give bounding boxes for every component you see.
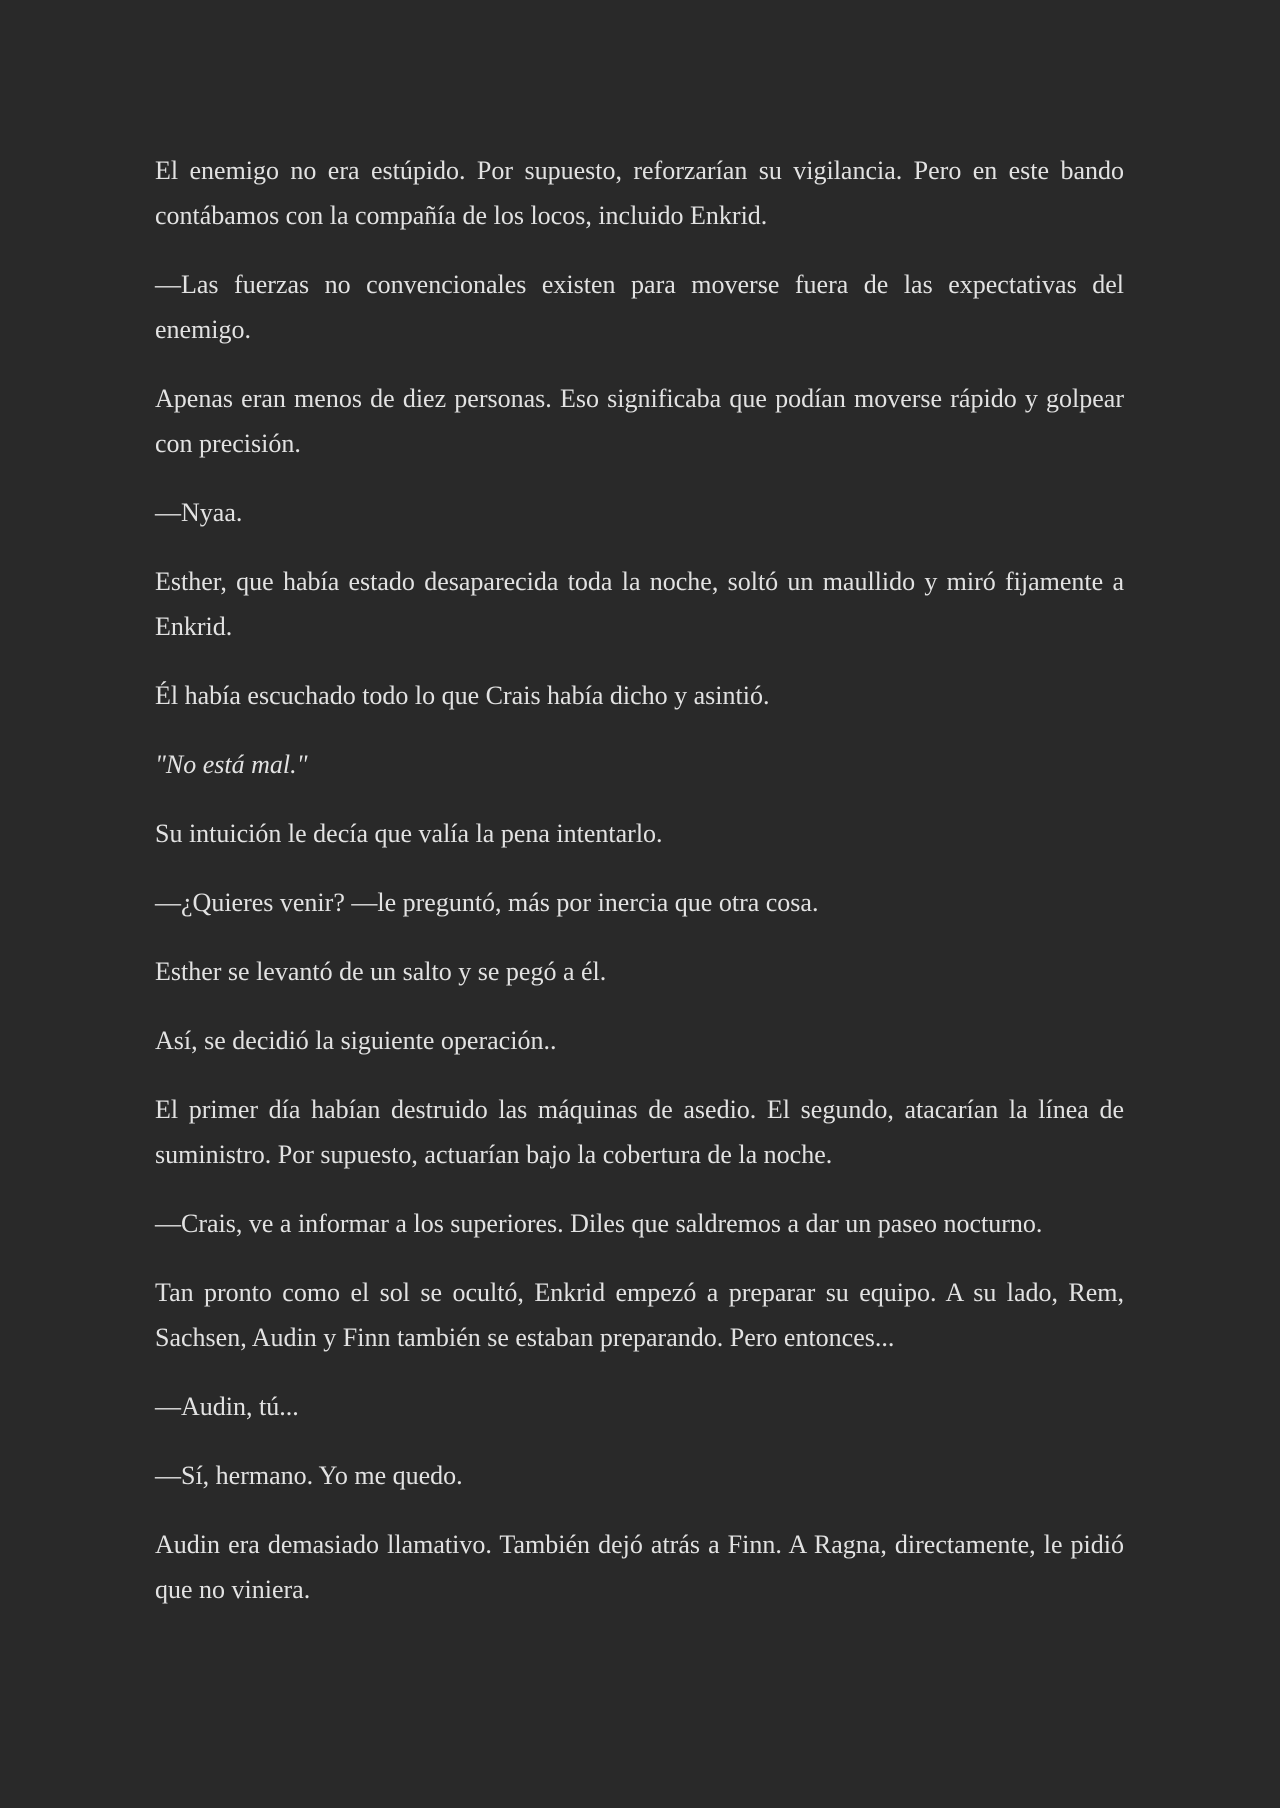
paragraph: Esther se levantó de un salto y se pegó a él. <box>155 957 607 986</box>
paragraph: Tan pronto como el sol se ocultó, Enkrid empezó a preparar su equipo. A su lado, Rem, Sachsen, Audin y Finn también se estaban preparando. Pero entonces... <box>155 1278 1124 1352</box>
paragraph: Audin era demasiado llamativo. También dejó atrás a Finn. A Ragna, directamente, le pidió que no viniera. <box>155 1530 1124 1604</box>
paragraph: Su intuición le decía que valía la pena intentarlo. <box>155 819 663 848</box>
paragraph: —Crais, ve a informar a los superiores. Diles que saldremos a dar un paseo nocturno. <box>155 1209 1043 1238</box>
paragraph: Así, se decidió la siguiente operación.. <box>155 1026 557 1055</box>
paragraph: —¿Quieres venir? —le preguntó, más por inercia que otra cosa. <box>155 888 819 917</box>
paragraph: Él había escuchado todo lo que Crais había dicho y asintió. <box>155 681 770 710</box>
paragraph: —Nyaa. <box>155 498 243 527</box>
paragraph: El enemigo no era estúpido. Por supuesto, reforzarían su vigilancia. Pero en este bando contábamos con la compañía de los locos, incluido Enkrid. <box>155 156 1124 230</box>
chapter-text <box>155 148 1124 1636</box>
paragraph: —Sí, hermano. Yo me quedo. <box>155 1461 463 1490</box>
paragraph: El primer día habían destruido las máquinas de asedio. El segundo, atacarían la línea de suministro. Por supuesto, actuarían bajo la cobertura de la noche. <box>155 1095 1124 1169</box>
paragraph: —Audin, tú... <box>155 1392 299 1421</box>
paragraph-thought: "No está mal." <box>155 750 308 779</box>
paragraph: —Las fuerzas no convencionales existen para moverse fuera de las expectativas del enemigo. <box>155 270 1124 344</box>
paragraph: Esther, que había estado desaparecida toda la noche, soltó un maullido y miró fijamente a Enkrid. <box>155 567 1124 641</box>
paragraph: Apenas eran menos de diez personas. Eso significaba que podían moverse rápido y golpear con precisión. <box>155 384 1124 458</box>
